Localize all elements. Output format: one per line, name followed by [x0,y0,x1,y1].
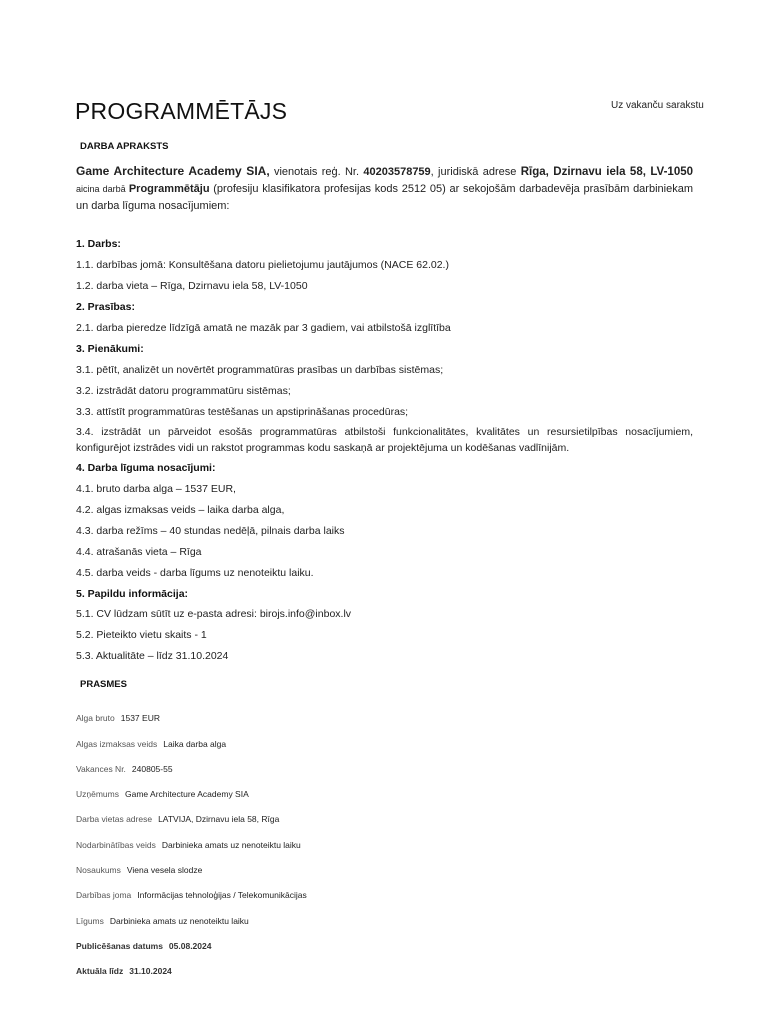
reg-text: vienotais reģ. Nr. [269,166,364,178]
work-item-1: 1.1. darbības jomā: Konsultēšana datoru pielietojumu jautājumos (NACE 62.02.) [76,259,449,271]
skills-label: Uzņēmums [76,789,119,799]
skills-row-salary [76,713,160,723]
skills-label: Darbības joma [76,890,132,900]
skills-value: Darbinieka amats uz nenoteiktu laiku [109,916,249,926]
skills-value: 240805-55 [131,764,173,774]
skills-value: Informācijas tehnoloģijas / Telekomunikācijas [137,890,307,900]
duty-item-1: 3.1. pētīt, analizēt un novērtēt programmatūras prasības un darbības sistēmas; [76,364,444,376]
duty-item-2: 3.2. izstrādāt datoru programmatūru sistēmas; [76,385,291,397]
reg-number: 40203578759 [363,166,431,178]
skills-value: Darbinieka amats uz nenoteiktu laiku [161,840,301,850]
skills-value: Viena vesela slodze [126,865,203,875]
skills-value: 05.08.2024 [168,941,212,951]
position-name: Programmētāju [128,183,210,195]
work-heading: 1. Darbs: [76,238,121,250]
description-heading: DARBA APRAKSTS [80,141,169,152]
skills-heading: PRASMES [80,679,127,690]
skills-value: Laika darba alga [163,739,227,749]
skills-row-vacancy-number [76,764,173,774]
skills-label: Aktuāla līdz [76,966,124,976]
skills-label: Vakances Nr. [76,764,126,774]
extra-info-item-2: 5.2. Pieteikto vietu skaits - 1 [76,629,207,641]
work-item-2: 1.2. darba vieta – Rīga, Dzirnavu iela 58, LV-1050 [76,280,308,292]
skills-value: LATVIJA, Dzirnavu iela 58, Rīga [158,814,280,824]
terms-heading: 4. Darba līguma nosacījumi: [76,462,216,474]
duty-item-4: 3.4. izstrādāt un pārveidot esošās programmatūras atbilstoši funkcionalitātes, kvalitātes un resursietilpības nosacījumiem, konfigurējot izstrādes vidi un rakstot programmas kodu saskaņā ar projektējuma un kodēšanas vadlīnijām. [76,426,693,454]
skills-label: Alga bruto [76,713,115,723]
skills-label: Nosaukums [76,865,121,875]
term-item-1: 4.1. bruto darba alga – 1537 EUR, [76,483,236,495]
extra-info-item-3: 5.3. Aktualitāte – līdz 31.10.2024 [76,650,229,662]
legal-address: Rīga, Dzirnavu iela 58, LV-1050 [520,166,693,178]
term-item-2: 4.2. algas izmaksas veids – laika darba alga, [76,504,285,516]
skills-row-pay-type [76,739,226,749]
skills-label: Nodarbinātības veids [76,840,156,850]
address-text: , juridiskā adrese [430,166,521,178]
invites-text: aicina [76,184,100,194]
extra-info-item-1: 5.1. CV lūdzam sūtīt uz e-pasta adresi: birojs.info@inbox.lv [76,608,352,620]
invites-text-2: darbā [99,184,129,194]
skills-row-published [76,941,211,951]
term-item-5: 4.5. darba veids - darba līgums uz nenoteiktu laiku. [76,567,314,579]
duties-heading: 3. Pienākumi: [76,343,144,355]
requirements-heading: 2. Prasības: [76,301,135,313]
term-item-3: 4.3. darba režīms – 40 stundas nedēļā, pilnais darba laiks [76,525,345,537]
duty-item-3: 3.3. attīstīt programmatūras testēšanas un apstiprināšanas procedūras; [76,406,409,418]
extra-info-heading: 5. Papildu informācija: [76,588,189,600]
skills-row-company [76,789,249,799]
skills-label: Līgums [76,916,104,926]
skills-label: Algas izmaksas veids [76,739,158,749]
skills-row-name [76,865,202,875]
skills-row-work-address [76,814,279,824]
intro-rest: (profesiju klasifikatora profesijas kods 2512 05) ar sekojošām darbadevēja prasībām darbiniekam un darba līguma nosacījumiem: [76,183,693,212]
page-title: PROGRAMMĒTĀJS [75,98,288,124]
skills-row-employment-type [76,840,301,850]
skills-row-contract [76,916,249,926]
skills-value: Game Architecture Academy SIA [124,789,249,799]
intro-paragraph [76,163,693,215]
skills-row-field [76,890,307,900]
skills-label: Darba vietas adrese [76,814,153,824]
skills-label: Publicēšanas datums [76,941,163,951]
skills-value: 1537 EUR [120,713,160,723]
skills-value: 31.10.2024 [129,966,172,976]
back-to-list-link[interactable]: Uz vakanču sarakstu [611,100,704,111]
requirement-item-1: 2.1. darba pieredze līdzīgā amatā ne mazāk par 3 gadiem, vai atbilstošā izglītība [76,322,451,334]
term-item-4: 4.4. atrašanās vieta – Rīga [76,546,202,558]
skills-row-valid-until [76,966,172,976]
company-name: Game Architecture Academy SIA, [76,164,270,178]
